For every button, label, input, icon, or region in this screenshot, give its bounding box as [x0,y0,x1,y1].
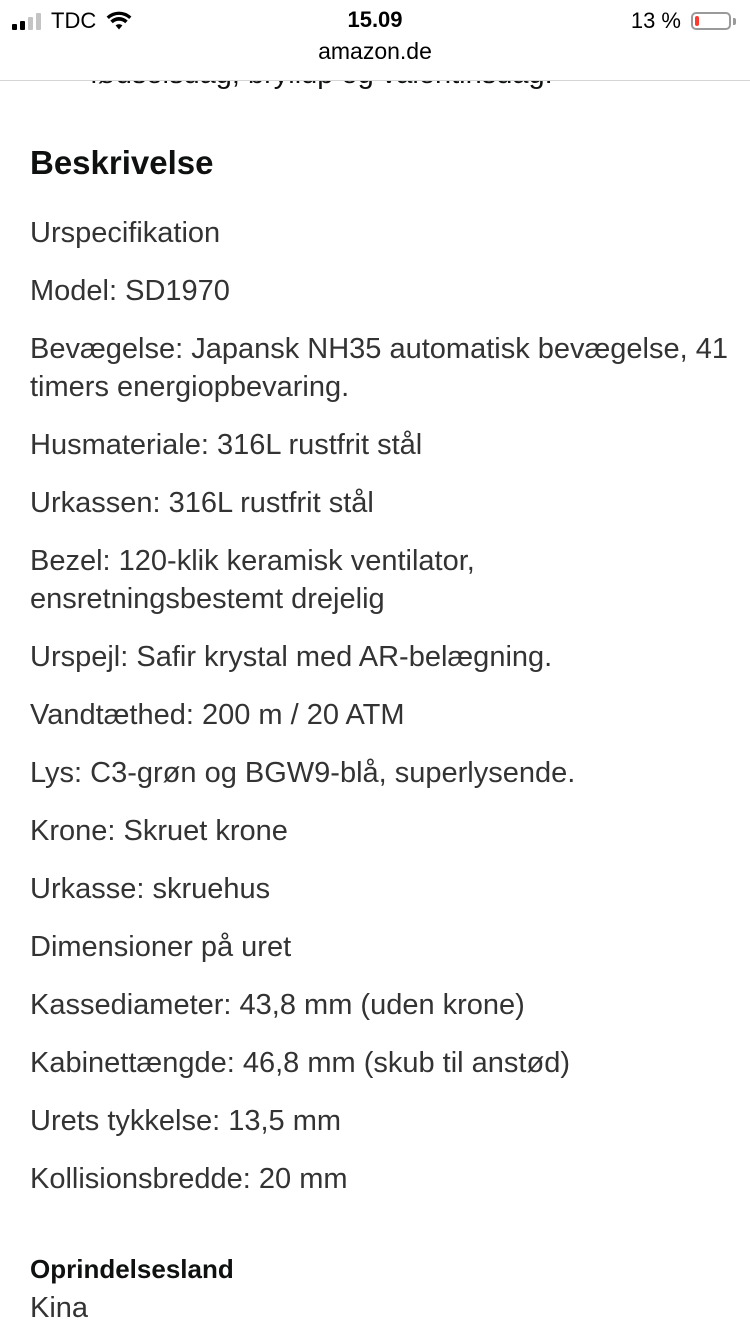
spec-item: Kabinettængde: 46,8 mm (skub til anstød) [30,1047,570,1079]
spec-item: Vandtæthed: 200 m / 20 ATM [30,699,405,731]
status-bar [0,0,750,81]
spec-item: Urspejl: Safir krystal med AR-belægning. [30,641,553,673]
spec-list [30,214,730,1218]
battery-tip [733,18,736,25]
battery-percent: 13 % [630,8,681,33]
spec-item: Krone: Skruet krone [30,815,288,847]
spec-item: Urkasse: skruehus [30,873,271,905]
section-heading: Beskrivelse [30,144,214,181]
spec-item: Dimensioner på uret [30,931,292,963]
spec-item: Urspecifikation [30,217,221,249]
spec-item: Urkassen: 316L rustfrit stål [30,487,374,519]
carrier-name: TDC [51,8,97,33]
spec-item: Kollisionsbredde: 20 mm [30,1163,348,1195]
spec-item: Bevægelse: Japansk NH35 automatisk bevægelse, 41 timers energiopbevaring. [30,333,728,403]
battery-level [695,16,699,26]
battery-icon [691,12,731,30]
spec-item: Model: SD1970 [30,275,230,307]
spec-item: Kassediameter: 43,8 mm (uden krone) [30,989,525,1021]
spec-item: Urets tykkelse: 13,5 mm [30,1105,342,1137]
status-time: 15.09 [347,7,403,32]
address-bar-url[interactable]: amazon.de [318,38,432,64]
origin-value: Kina [30,1292,89,1324]
spec-item: Husmateriale: 316L rustfrit stål [30,429,423,461]
status-right [631,8,736,34]
origin-label: Oprindelsesland [30,1254,234,1284]
spec-item: Lys: C3-grøn og BGW9-blå, superlysende. [30,757,576,789]
spec-item: Bezel: 120-klik keramisk ventilator, ensretningsbestemt drejelig [30,545,475,615]
